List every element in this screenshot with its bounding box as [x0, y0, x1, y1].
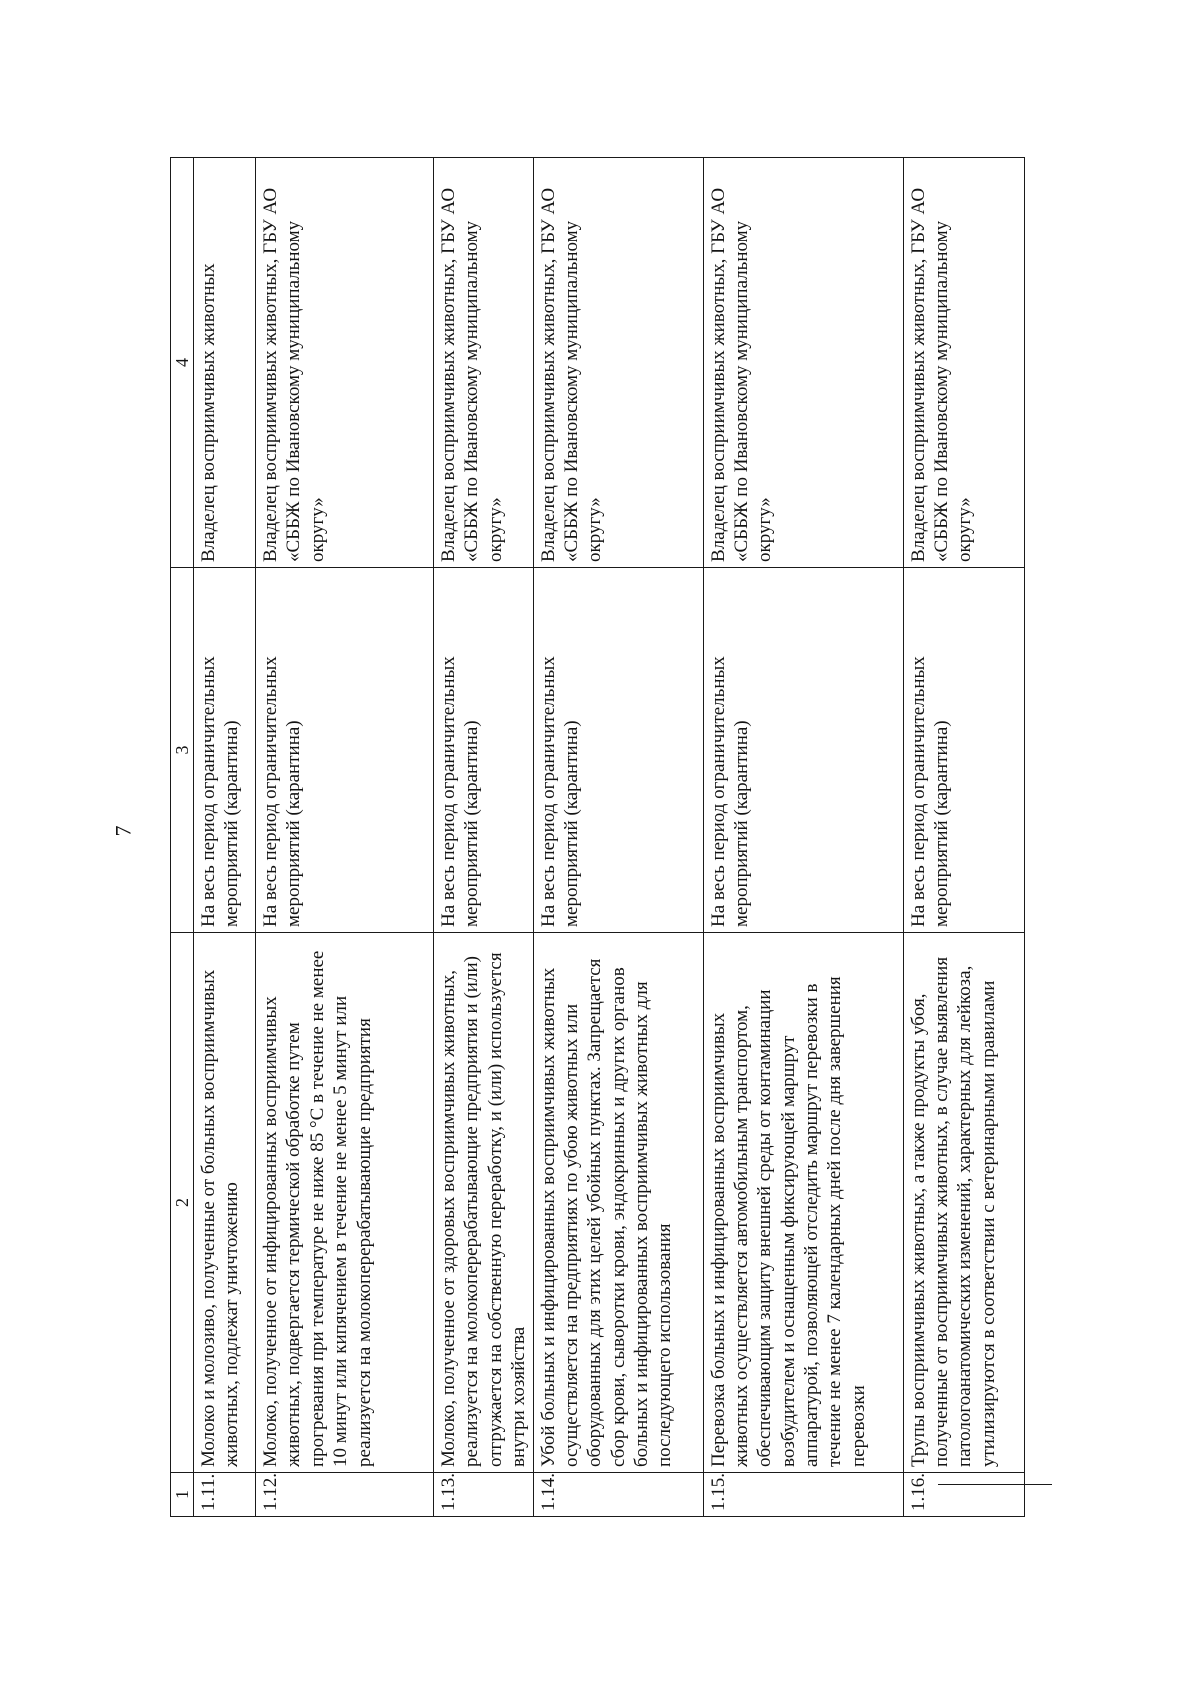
table-row [533, 158, 703, 1517]
row-description: Молоко, полученное от инфицированных восприимчивых животных, подвергается термической обработке путем прогревания при температуре не ниже 85 °С в течение не менее 10 минут или кипячением в течение не менее 5 минут или реализуется на молокоперерабатывающие предприятия [256, 933, 434, 1473]
header-col-2: 2 [171, 933, 194, 1473]
table-holder [170, 157, 1000, 1517]
row-number: 1.13. [434, 1473, 533, 1517]
header-col-1: 1 [171, 1473, 194, 1517]
row-responsible: Владелец восприимчивых животных [194, 158, 256, 568]
row-responsible: Владелец восприимчивых животных, ГБУ АО «СББЖ по Ивановскому муниципальному округу» [703, 158, 903, 568]
table-row [194, 158, 256, 1517]
table-row [434, 158, 533, 1517]
row-description: Перевозка больных и инфицированных восприимчивых животных осуществляется автомобильным транспортом, обеспечивающим защиту внешней среды от контаминации возбудителем и оснащенным фиксирующей маршрут аппаратурой, позволяющей отследить маршрут перевозки в течение не менее 7 календарных дней после дня завершения перевозки [703, 933, 903, 1473]
row-responsible: Владелец восприимчивых животных, ГБУ АО «СББЖ по Ивановскому муниципальному округу» [533, 158, 703, 568]
row-number: 1.16. [903, 1473, 1024, 1517]
row-description: Убой больных и инфицированных восприимчивых животных осуществляется на предприятиях по убою животных или оборудованных для этих целей убойных пунктах. Запрещается сбор крови, сыворотки крови, эндокринных и других органов больных и инфицированных восприимчивых животных для последующего использования [533, 933, 703, 1473]
page-number: 7 [110, 825, 136, 837]
table-row [903, 158, 1024, 1517]
measures-table [170, 157, 1025, 1517]
row-term: На весь период ограничительных мероприятий (карантина) [703, 568, 903, 933]
row-term: На весь период ограничительных мероприятий (карантина) [434, 568, 533, 933]
row-responsible: Владелец восприимчивых животных, ГБУ АО «СББЖ по Ивановскому муниципальному округу» [256, 158, 434, 568]
footer-rule [938, 1484, 1052, 1485]
row-responsible: Владелец восприимчивых животных, ГБУ АО «СББЖ по Ивановскому муниципальному округу» [903, 158, 1024, 568]
row-description: Молоко и молозиво, полученные от больных восприимчивых животных, подлежат уничтожению [194, 933, 256, 1473]
row-number: 1.11. [194, 1473, 256, 1517]
table-row [703, 158, 903, 1517]
header-col-3: 3 [171, 568, 194, 933]
table-header-row [171, 158, 194, 1517]
row-term: На весь период ограничительных мероприятий (карантина) [194, 568, 256, 933]
row-term: На весь период ограничительных мероприятий (карантина) [903, 568, 1024, 933]
row-number: 1.14. [533, 1473, 703, 1517]
table-row [256, 158, 434, 1517]
row-number: 1.15. [703, 1473, 903, 1517]
row-description: Молоко, полученное от здоровых восприимчивых животных, реализуется на молокоперерабатывающие предприятия и (или) отгружается на собственную переработку, и (или) используется внутри хозяйства [434, 933, 533, 1473]
row-number: 1.12. [256, 1473, 434, 1517]
row-term: На весь период ограничительных мероприятий (карантина) [533, 568, 703, 933]
row-term: На весь период ограничительных мероприятий (карантина) [256, 568, 434, 933]
header-col-4: 4 [171, 158, 194, 568]
row-description: Трупы восприимчивых животных, а также продукты убоя, полученные от восприимчивых животных, в случае выявления патологоанатомических изменений, характерных для лейкоза, утилизируются в соответствии с ветеринарными правилами [903, 933, 1024, 1473]
row-responsible: Владелец восприимчивых животных, ГБУ АО «СББЖ по Ивановскому муниципальному округу» [434, 158, 533, 568]
